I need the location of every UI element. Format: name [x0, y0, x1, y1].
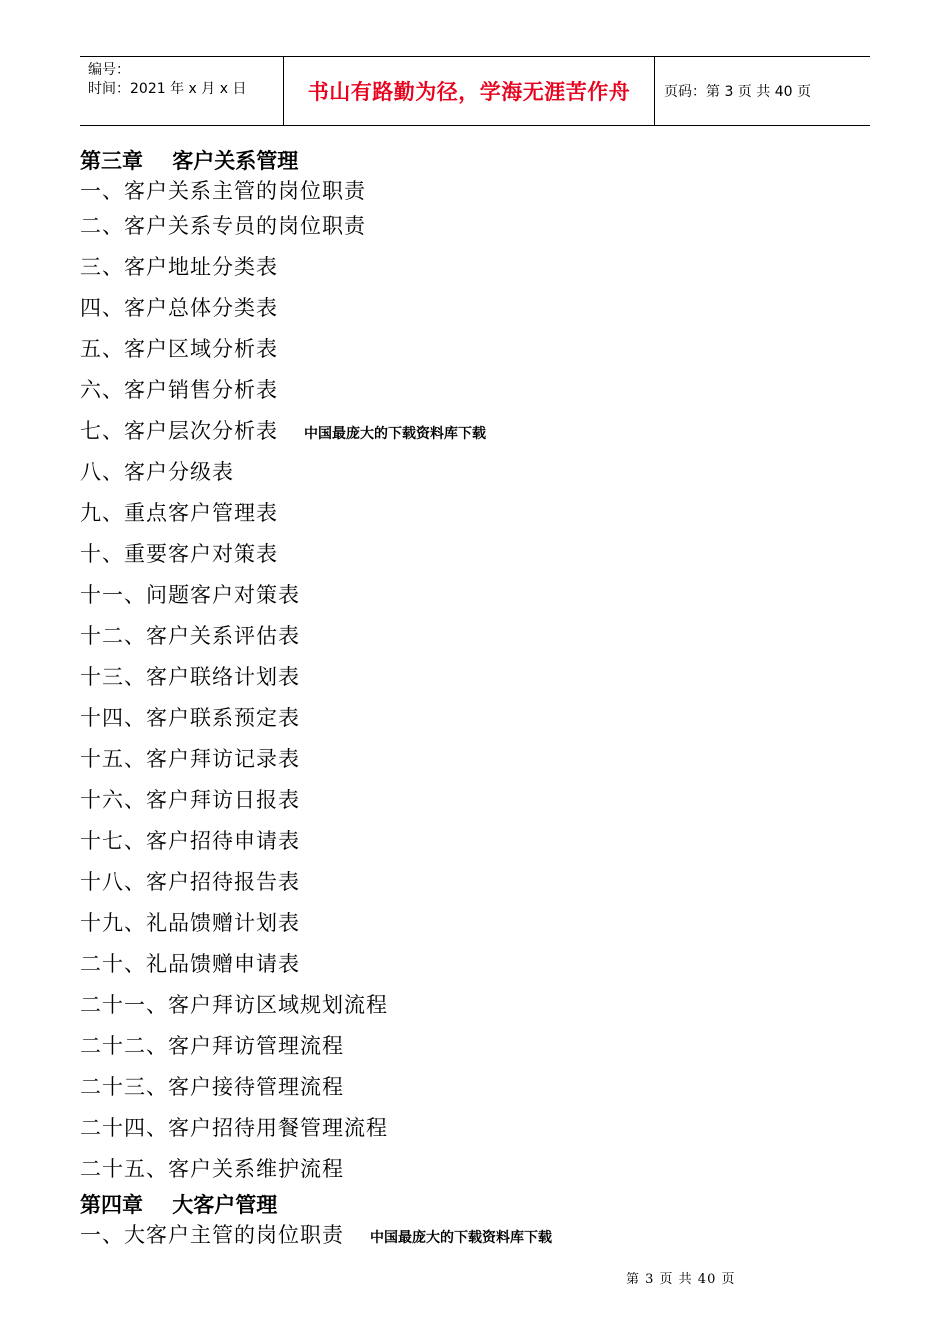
toc-item: 五、客户区域分析表 [80, 337, 278, 361]
document-number-label: 编号： [88, 62, 130, 78]
toc-item: 十二、客户关系评估表 [80, 624, 300, 648]
download-note: 中国最庞大的下载资料库下载 [304, 426, 486, 442]
toc-item: 二十五、客户关系维护流程 [80, 1157, 344, 1181]
header-page-number: 页码：第 3 页 共 40 页 [664, 84, 811, 100]
toc-item: 十八、客户招待报告表 [80, 870, 300, 894]
toc-item: 二十二、客户拜访管理流程 [80, 1034, 344, 1058]
toc-item: 二十、礼品馈赠申请表 [80, 952, 300, 976]
table-of-contents [80, 146, 880, 1250]
download-note: 中国最庞大的下载资料库下载 [370, 1230, 552, 1246]
toc-item: 九、重点客户管理表 [80, 501, 278, 525]
toc-item: 六、客户销售分析表 [80, 378, 278, 402]
chapter-heading: 第四章 大客户管理 [80, 1193, 278, 1217]
header-meta [88, 61, 283, 99]
toc-item: 一、客户关系主管的岗位职责 [80, 179, 366, 203]
toc-item: 八、客户分级表 [80, 460, 234, 484]
toc-item: 二十四、客户招待用餐管理流程 [80, 1116, 388, 1140]
header-motto: 书山有路勤为径，学海无涯苦作舟 [307, 80, 631, 104]
toc-item: 四、客户总体分类表 [80, 296, 278, 320]
toc-item: 三、客户地址分类表 [80, 255, 278, 279]
toc-item: 一、大客户主管的岗位职责 中国最庞大的下载资料库下载 [80, 1223, 552, 1247]
toc-item: 十六、客户拜访日报表 [80, 788, 300, 812]
chapter-heading: 第三章 客户关系管理 [80, 149, 299, 173]
toc-item: 十四、客户联系预定表 [80, 706, 300, 730]
toc-item: 七、客户层次分析表 中国最庞大的下载资料库下载 [80, 419, 486, 443]
toc-item: 二十三、客户接待管理流程 [80, 1075, 344, 1099]
toc-item: 十九、礼品馈赠计划表 [80, 911, 300, 935]
toc-item: 十、重要客户对策表 [80, 542, 278, 566]
document-time-label: 时间：2021 年 x 月 x 日 [88, 81, 247, 97]
toc-item: 十五、客户拜访记录表 [80, 747, 300, 771]
toc-item: 二、客户关系专员的岗位职责 [80, 214, 366, 238]
toc-item: 十一、问题客户对策表 [80, 583, 300, 607]
page-footer: 第 3 页 共 40 页 [626, 1272, 736, 1287]
toc-item: 十三、客户联络计划表 [80, 665, 300, 689]
page-header [80, 56, 870, 126]
toc-item: 二十一、客户拜访区域规划流程 [80, 993, 388, 1017]
header-divider [654, 57, 655, 125]
toc-item: 十七、客户招待申请表 [80, 829, 300, 853]
